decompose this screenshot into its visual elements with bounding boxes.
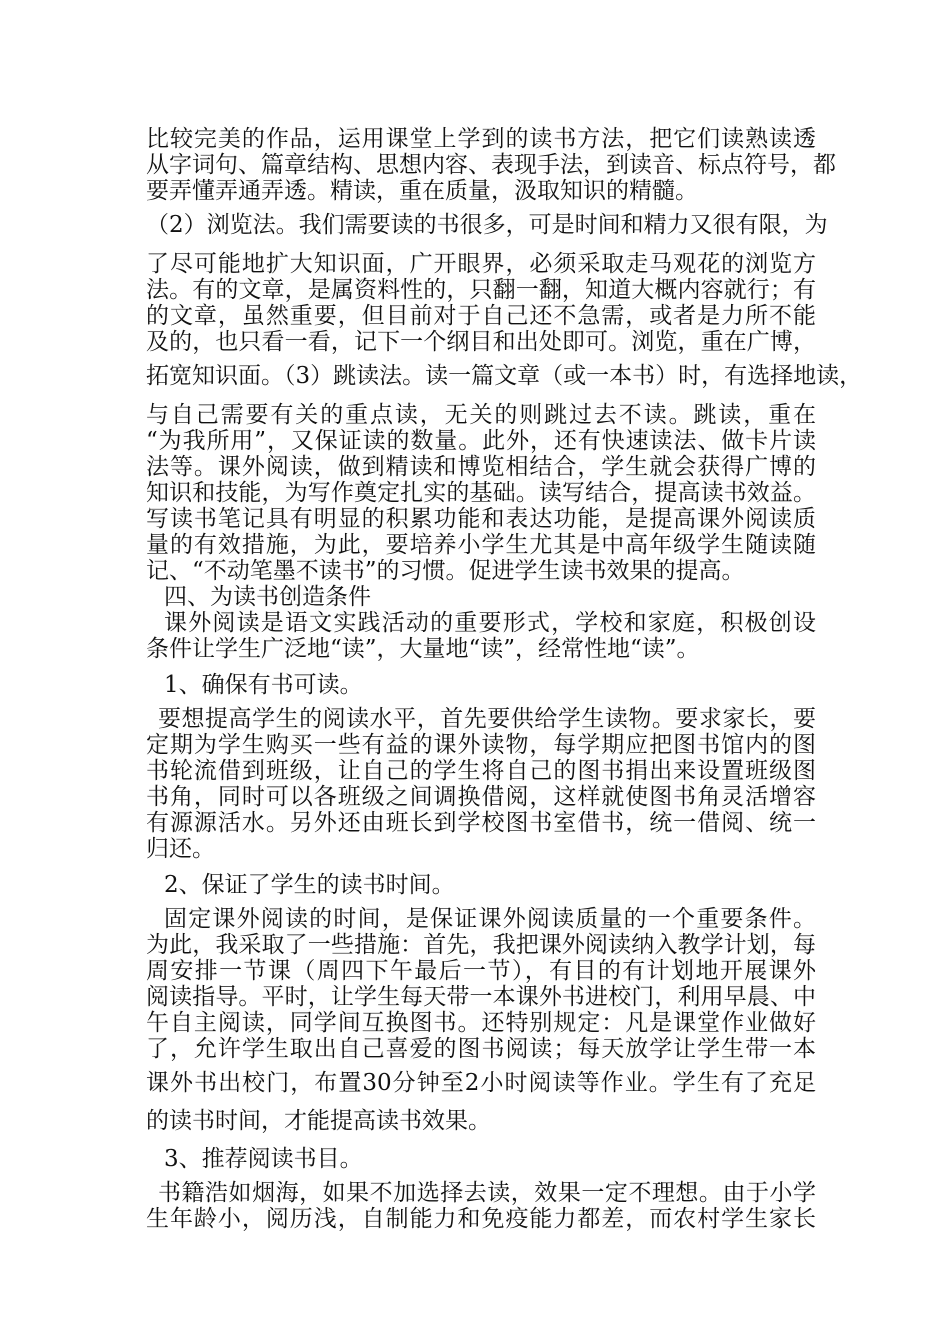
text-line: 法等。课外阅读，做到精读和博览相结合，学生就会获得广博的 xyxy=(146,454,816,480)
text-line: 量的有效措施，为此，要培养小学生尤其是中高年级学生随读随 xyxy=(146,532,816,558)
text-line: 固定课外阅读的时间，是保证课外阅读质量的一个重要条件。 xyxy=(164,906,816,932)
section-heading: 四、为读书创造条件 xyxy=(164,584,371,610)
text-line: “为我所用”，又保证读的数量。此外，还有快速读法、做卡片读 xyxy=(146,428,816,454)
text-line: 有源源活水。另外还由班长到学校图书室借书，统一借阅、统一 xyxy=(146,810,816,836)
text-line: 生年龄小，阅历浅，自制能力和免疫能力都差，而农村学生家长 xyxy=(146,1206,816,1232)
text-line: 阅读指导。平时，让学生每天带一本课外书进校门，利用早晨、中 xyxy=(146,984,816,1010)
text-line: 及的，也只看一看，记下一个纲目和出处即可。浏览，重在广博， xyxy=(146,329,816,355)
text-line: 的读书时间，才能提高读书效果。 xyxy=(146,1108,491,1134)
text-line: 写读书笔记具有明显的积累功能和表达功能，是提高课外阅读质 xyxy=(146,506,816,532)
text-line: 记、“不动笔墨不读书”的习惯。促进学生读书效果的提高。 xyxy=(146,558,745,584)
text-line: 归还。 xyxy=(146,836,215,862)
text-line: 拓宽知识面。（3）跳读法。读一篇文章（或一本书）时，有选择地读， xyxy=(146,363,863,389)
text-line: 为此，我采取了一些措施：首先，我把课外阅读纳入教学计划，每 xyxy=(146,932,816,958)
text-line: 条件让学生广泛地“读”，大量地“读”，经常性地“读”。 xyxy=(146,636,700,662)
text-line: 课外阅读是语文实践活动的重要形式，学校和家庭，积极创设 xyxy=(164,610,816,636)
text-line: （2）浏览法。我们需要读的书很多，可是时间和精力又很有限，为 xyxy=(146,212,828,238)
text-line: 的文章，虽然重要，但目前对于自己还不急需，或者是力所不能 xyxy=(146,303,816,329)
text-line: 午自主阅读，同学间互换图书。还特别规定：凡是课堂作业做好 xyxy=(146,1010,816,1036)
text-line: 要想提高学生的阅读水平，首先要供给学生读物。要求家长，要 xyxy=(158,706,816,732)
text-line: 书轮流借到班级，让自己的学生将自己的图书捐出来设置班级图 xyxy=(146,758,816,784)
text-line: 了尽可能地扩大知识面，广开眼界，必须采取走马观花的浏览方 xyxy=(146,251,816,277)
text-line: 周安排一节课（周四下午最后一节），有目的有计划地开展课外 xyxy=(146,958,816,984)
text-line: 书籍浩如烟海，如果不加选择去读，效果一定不理想。由于小学 xyxy=(158,1180,816,1206)
text-line: 从字词句、篇章结构、思想内容、表现手法，到读音、标点符号，都 xyxy=(146,152,836,178)
text-line: 法。有的文章，是属资料性的，只翻一翻，知道大概内容就行；有 xyxy=(146,277,816,303)
subsection-heading: 2、保证了学生的读书时间。 xyxy=(164,872,455,898)
subsection-heading: 1、确保有书可读。 xyxy=(164,672,363,698)
subsection-heading: 3、推荐阅读书目。 xyxy=(164,1146,363,1172)
text-line: 比较完美的作品，运用课堂上学到的读书方法，把它们读熟读透 xyxy=(146,126,816,152)
text-line: 要弄懂弄通弄透。精读，重在质量，汲取知识的精髓。 xyxy=(146,178,698,204)
text-line: 了，允许学生取出自己喜爱的图书阅读；每天放学让学生带一本 xyxy=(146,1036,816,1062)
text-line: 知识和技能，为写作奠定扎实的基础。读写结合，提高读书效益。 xyxy=(146,480,816,506)
text-line: 定期为学生购买一些有益的课外读物，每学期应把图书馆内的图 xyxy=(146,732,816,758)
text-line: 书角，同时可以各班级之间调换借阅，这样就使图书角灵活增容 xyxy=(146,784,816,810)
text-line: 课外书出校门，布置30分钟至2小时阅读等作业。学生有了充足 xyxy=(146,1070,816,1096)
text-line: 与自己需要有关的重点读，无关的则跳过去不读。跳读，重在 xyxy=(146,402,816,428)
